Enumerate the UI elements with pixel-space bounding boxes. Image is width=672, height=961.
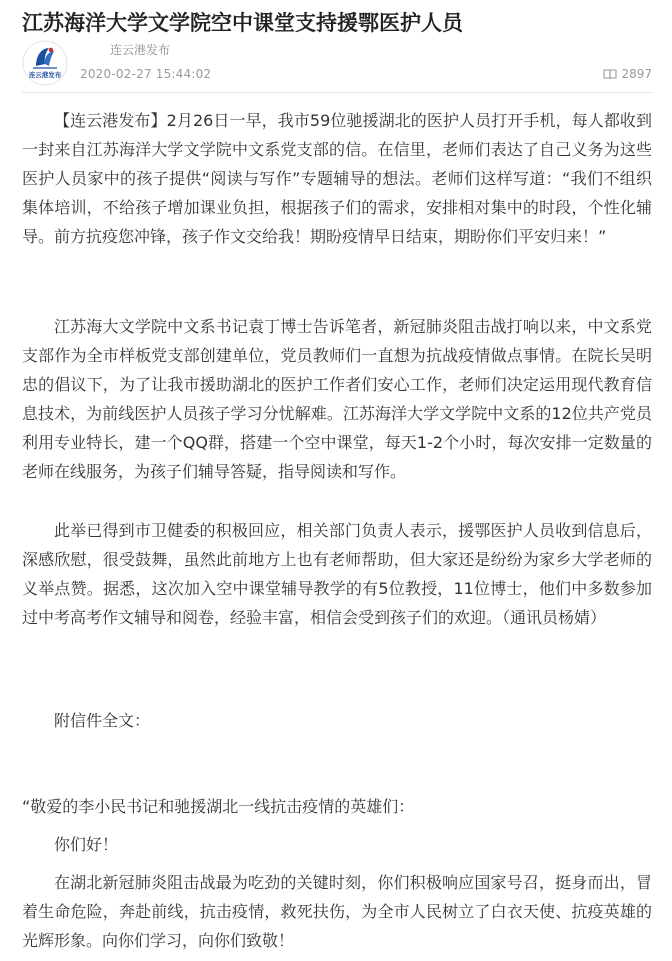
article-paragraph: 此举已得到市卫健委的积极回应，相关部门负责人表示，援鄂医护人员收到信息后，深感欣慰，很受鼓舞，虽然此前地方上也有老师帮助，但大家还是纷纷为家乡大学老师的义举点赞。据悉，这次加入空中课堂辅导教学的有5位教授，11位博士，他们中多数参加过中考高考作文辅导和阅卷，经验丰富，相信会受到孩子们的欢迎。（通讯员杨婧） (22, 521, 652, 627)
book-open-icon (603, 68, 617, 80)
article-paragraph: 附信件全文： (54, 711, 151, 730)
article-meta (22, 40, 652, 86)
article-title: 江苏海洋大学文学院空中课堂支持援鄂医护人员 (22, 11, 463, 35)
article-paragraph: 【连云港发布】2月26日一早，我市59位驰援湖北的医护人员打开手机，每人都收到一封来自江苏海洋大学文学院中文系党支部的信。在信里，老师们表达了自己义务为这些医护人员家中的孩子提供“阅读与写作”专题辅导的想法。老师们这样写道：“我们不组织集体培训，不给孩子增加课业负担，根据孩子们的需求，安排相对集中的时段，个性化辅导。前方抗疫您冲锋，孩子作文交给我！期盼疫情早日结束，期盼你们平安归来！” (22, 111, 652, 246)
view-count (603, 66, 652, 82)
article-paragraph: 江苏海大文学院中文系书记袁丁博士告诉笔者，新冠肺炎阻击战打响以来，中文系党支部作为全市样板党支部创建单位，党员教师们一直想为抗战疫情做点事情。在院长吴明忠的倡议下，为了让我市援助湖北的医护工作者们安心工作，老师们决定运用现代教育信息技术，为前线医护人员孩子学习分忧解难。江苏海洋大学文学院中文系的12位共产党员利用专业特长，建一个QQ群，搭建一个空中课堂，每天1-2个小时，每次安排一定数量的老师在线服务，为孩子们辅导答疑，指导阅读和写作。 (22, 317, 652, 481)
view-count-value: 2897 (621, 67, 652, 81)
letter-greeting: 你们好！ (54, 835, 119, 854)
author-avatar[interactable] (22, 40, 68, 86)
letter-salutation: “敬爱的李小民书记和驰援湖北一线抗击疫情的英雄们： (22, 797, 415, 816)
svg-text:连云港发布: 连云港发布 (28, 71, 62, 79)
lianyungang-logo-icon (22, 40, 68, 86)
header-divider (22, 92, 652, 93)
letter-paragraph: 在湖北新冠肺炎阻击战最为吃劲的关键时刻，你们积极响应国家号召，挺身而出，冒着生命危险，奔赴前线，抗击疫情，救死扶伤，为全市人民树立了白衣天使、抗疫英雄的光辉形象。向你们学习，向你们致敬！ (22, 873, 652, 950)
publish-datetime: 2020-02-27 15:44:02 (80, 67, 212, 81)
author-name[interactable]: 连云港发布 (110, 43, 171, 57)
